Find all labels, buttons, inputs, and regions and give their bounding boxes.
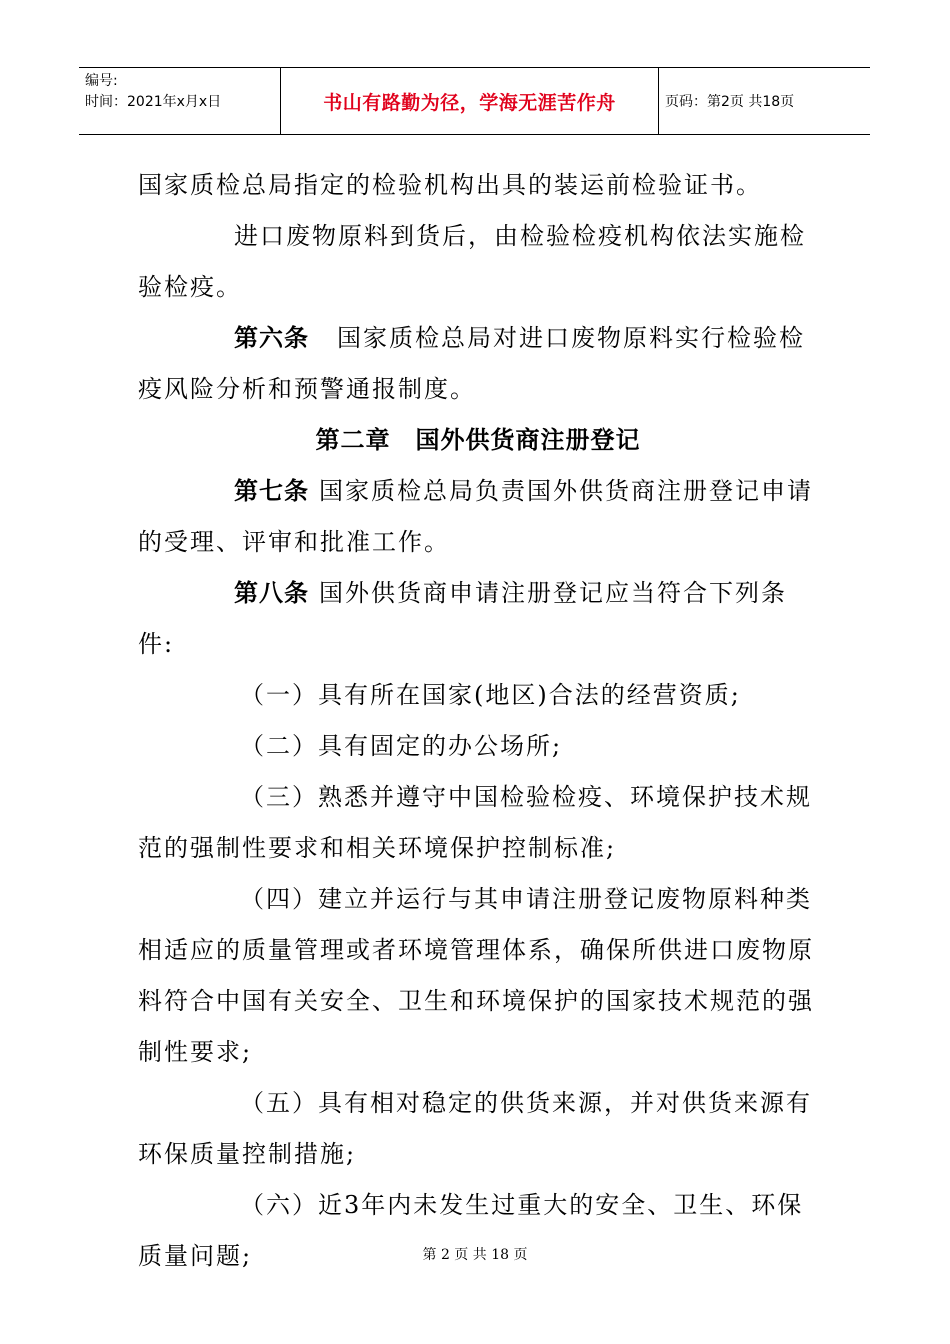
article-7	[138, 466, 818, 568]
page-code-text: 页码：第2页 共18页	[665, 94, 795, 110]
doc-time-label: 时间：2021年x月x日	[85, 94, 222, 110]
paragraph: 进口废物原料到货后，由检验检疫机构依法实施检验检疫。	[138, 222, 806, 301]
article-text: 国家质检总局负责国外供货商注册登记申请的受理、评审和批准工作。	[138, 477, 813, 556]
list-item: （二）具有固定的办公场所;	[240, 732, 563, 760]
list-item: （三）熟悉并遵守中国检验检疫、环境保护技术规范的强制性要求和相关环境保护控制标准;	[138, 783, 812, 862]
footer-page-info: 第 2 页 共 18 页	[422, 1247, 528, 1263]
doc-number-label: 编号:	[85, 73, 118, 89]
header-page-code	[659, 68, 870, 134]
article-6	[138, 313, 818, 415]
chapter-heading: 第二章 国外供货商注册登记	[315, 426, 641, 454]
list-item: （四）建立并运行与其申请注册登记废物原料种类相适应的质量管理或者环境管理体系，确保所供进口废物原料符合中国有关安全、卫生和环境保护的国家技术规范的强制性要求;	[138, 885, 814, 1066]
document-body	[138, 160, 818, 1282]
header-meta	[79, 68, 281, 134]
article-title: 第七条	[234, 477, 309, 505]
header-motto-cell	[281, 68, 659, 134]
paragraph: 国家质检总局指定的检验机构出具的装运前检验证书。	[138, 171, 762, 199]
page-footer	[0, 1244, 950, 1264]
article-title: 第八条	[234, 579, 309, 607]
list-item: （六）近3年内未发生过重大的安全、卫生、环保质量问题;	[138, 1191, 804, 1270]
list-item: （五）具有相对稳定的供货来源，并对供货来源有环保质量控制措施;	[138, 1089, 812, 1168]
list-item: （一）具有所在国家(地区)合法的经营资质;	[240, 681, 741, 709]
article-8	[138, 568, 818, 670]
page-header	[79, 67, 870, 135]
article-text: 国外供货商申请注册登记应当符合下列条件:	[138, 579, 787, 658]
article-text: 国家质检总局对进口废物原料实行检验检疫风险分析和预警通报制度。	[138, 324, 805, 403]
header-motto: 书山有路勤为径，学海无涯苦作舟	[323, 91, 616, 114]
article-title: 第六条	[234, 324, 309, 352]
